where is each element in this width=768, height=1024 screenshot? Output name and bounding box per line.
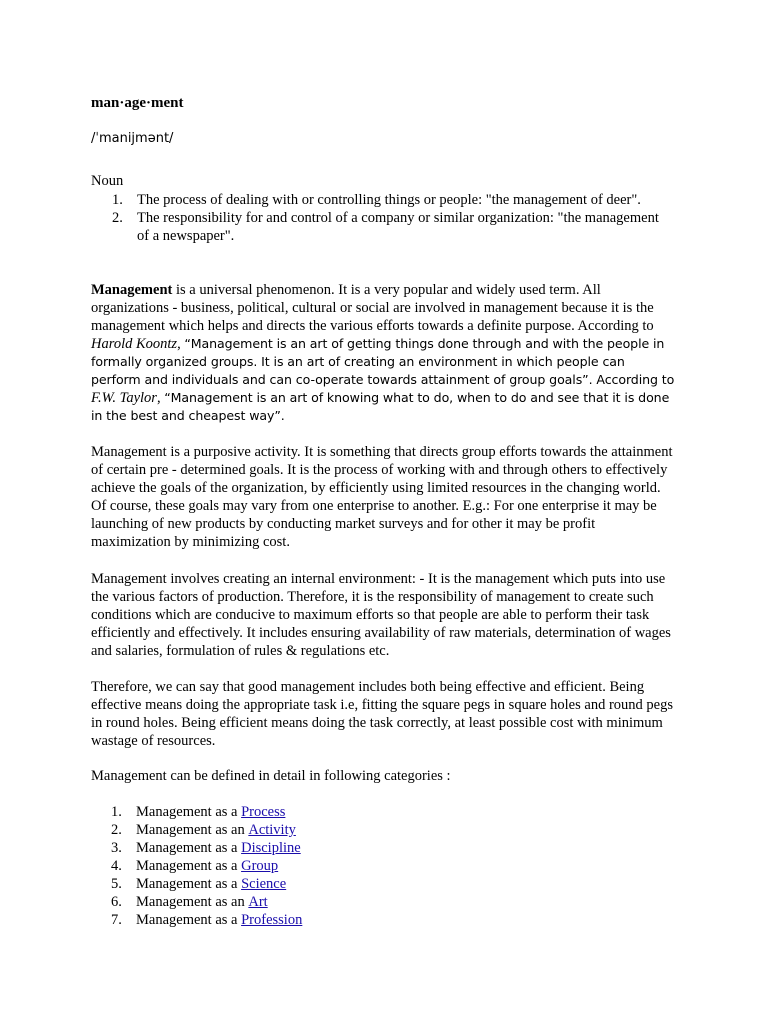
sense-text: The responsibility for and control of a company or similar organization: "the management of a newspaper". [137,210,659,244]
sense-item [112,191,672,209]
sense-number: 1. [112,192,123,208]
category-item [111,857,302,875]
category-item [111,893,302,911]
paragraph-categories-intro: Management can be defined in detail in following categories : [91,768,451,784]
category-item [111,803,302,821]
category-prefix: Management as an [136,894,245,910]
category-prefix: Management as a [136,858,238,874]
para-text: is a universal phenomenon. It is a very popular and widely used term. All organizations - business, political, cultural or social are involved in management because it is the management which helps and directs the various efforts towards a definite purpose. According to [91,282,654,334]
link-discipline[interactable]: Discipline [241,840,301,856]
sense-item [112,209,672,245]
category-number: 7. [111,912,122,928]
category-item [111,911,302,929]
headword: man·age·ment [91,95,184,111]
para-text: , [156,390,165,406]
author-taylor: F.W. Taylor [91,390,157,406]
paragraph-environment: Management involves creating an internal environment: - It is the management which puts into use the various factors of production. Therefore, it is the responsibility of management to create such conditions which are conducive to maximum efforts so that people are able to perform their task efficiently and effectively. It includes ensuring availability of raw materials, determination of wages and salaries, formulation of rules & regulations etc. [91,571,671,659]
para-text: , [177,336,185,352]
category-number: 6. [111,894,122,910]
category-prefix: Management as a [136,804,238,820]
link-group[interactable]: Group [241,858,279,874]
quote-taylor: “Management is an art of knowing what to do, when to do and see that it is done in the best and cheapest way”. [91,390,670,423]
sense-text: The process of dealing with or controlling things or people: "the management of deer". [137,192,641,208]
pronunciation: /ˈmanijmənt/ [91,131,174,146]
category-prefix: Management as a [136,876,238,892]
category-prefix: Management as a [136,840,238,856]
sense-list [112,191,672,245]
link-art[interactable]: Art [248,894,268,910]
quote-koontz: “Management is an art of getting things done through and with the people in formally organized groups. It is an art of creating an environment in which people can perform and individuals and can co-operate towards attainment of group goals”. According to [91,336,675,387]
category-prefix: Management as an [136,822,245,838]
category-item [111,875,302,893]
link-process[interactable]: Process [241,804,286,820]
category-item [111,839,302,857]
author-koontz: Harold Koontz [91,336,178,352]
category-prefix: Management as a [136,912,238,928]
category-number: 4. [111,858,122,874]
term-management: Management [91,282,173,298]
part-of-speech: Noun [91,173,124,189]
category-number: 2. [111,822,122,838]
category-list [111,803,302,929]
category-item [111,821,302,839]
category-number: 5. [111,876,122,892]
sense-number: 2. [112,210,123,226]
paragraph-effective: Therefore, we can say that good management includes both being effective and efficient. Being effective means doing the appropriate task i.e, fitting the square pegs in square holes and round pegs in round holes. Being efficient means doing the task correctly, at least possible cost with minimum wastage of resources. [91,679,673,749]
paragraph-definition [91,281,676,425]
category-number: 3. [111,840,122,856]
link-activity[interactable]: Activity [248,822,296,838]
category-number: 1. [111,804,122,820]
paragraph-purposive: Management is a purposive activity. It is something that directs group efforts towards the attainment of certain pre - determined goals. It is the process of working with and through others to effectively achieve the goals of the organization, by efficiently using limited resources in the changing world. Of course, these goals may vary from one enterprise to another. E.g.: For one enterprise it may be launching of new products by conducting market surveys and for other it may be profit maximization by minimizing cost. [91,444,673,550]
link-profession[interactable]: Profession [241,912,303,928]
link-science[interactable]: Science [241,876,287,892]
